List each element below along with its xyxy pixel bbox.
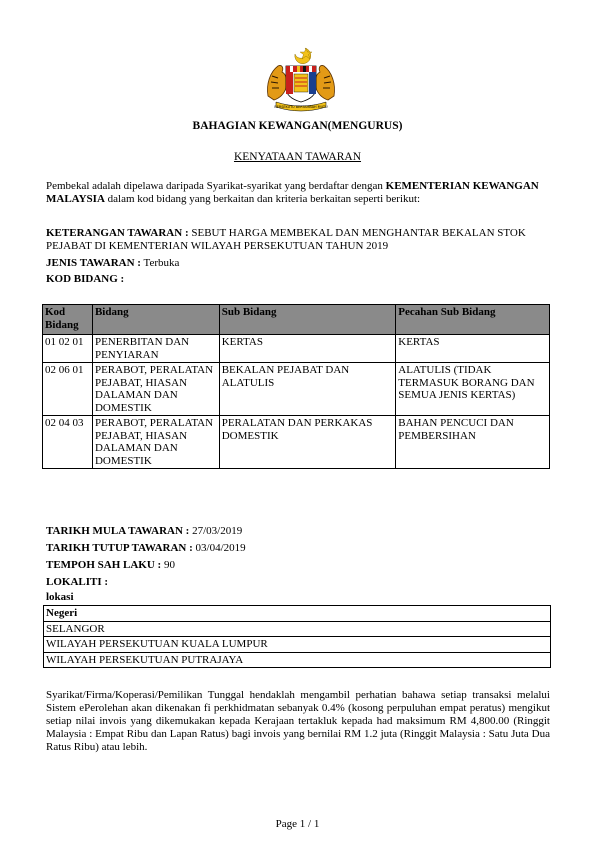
table-header-row	[44, 606, 551, 622]
column-header: Sub Bidang	[219, 305, 396, 335]
table-cell: ALATULIS (TIDAK TERMASUK BORANG DAN SEMUA JENIS KERTAS)	[396, 363, 550, 416]
bidang-table	[42, 304, 550, 469]
table-cell: 01 02 01	[43, 335, 93, 363]
table-row	[43, 363, 550, 416]
table-cell: KERTAS	[219, 335, 396, 363]
table-row	[43, 416, 550, 469]
close-date: TARIKH TUTUP TAWARAN : 03/04/2019	[46, 542, 246, 554]
table-row	[44, 637, 551, 653]
tender-type: JENIS TAWARAN : Terbuka	[46, 257, 180, 269]
lokasi-label: lokasi	[46, 591, 74, 603]
ministry-name: BAHAGIAN KEWANGAN(MENGURUS)	[192, 120, 403, 132]
page-number: Page 1 / 1	[275, 818, 320, 830]
table-cell: PENERBITAN DAN PENYIARAN	[92, 335, 219, 363]
crest-motto: BERSEKUTU BERTAMBAH MUTU	[274, 105, 328, 109]
column-header: Bidang	[92, 305, 219, 335]
table-cell: 02 04 03	[43, 416, 93, 469]
table-cell: BEKALAN PEJABAT DAN ALATULIS	[219, 363, 396, 416]
table-cell: 02 06 01	[43, 363, 93, 416]
table-row	[43, 335, 550, 363]
fee-notice: Syarikat/Firma/Koperasi/Pemilikan Tunggal hendaklah mengambil perhatian bahawa setiap transaksi melalui Sistem ePerolehan akan dikenakan fi perkhidmatan sebanyak 0.4% (kosong perpuluhan empat peratus) mengikut setiap nilai invois yang dikemukakan kepada Kerajaan tertakluk kepada had maksimum RM 4,800.00 (Ringgit Malaysia : Empat Ribu dan Lapan Ratus) bagi invois yang bernilai RM 1.2 juta (Ringgit Malaysia : Satu Juta Dua Ratus Ribu) atau lebih.	[46, 689, 550, 753]
ministry-highlight: KEMENTERIAN KEWANGAN MALAYSIA	[46, 180, 539, 205]
table-cell: SELANGOR	[44, 621, 551, 637]
table-header-row	[43, 305, 550, 335]
table-cell: WILAYAH PERSEKUTUAN PUTRAJAYA	[44, 652, 551, 668]
table-cell: BAHAN PENCUCI DAN PEMBERSIHAN	[396, 416, 550, 469]
locality-label: LOKALITI :	[46, 576, 109, 588]
table-cell: PERABOT, PERALATAN PEJABAT, HIASAN DALAMAN DAN DOMESTIK	[92, 416, 219, 469]
column-header: Pecahan Sub Bidang	[396, 305, 550, 335]
coat-of-arms-icon	[262, 44, 340, 114]
table-cell: KERTAS	[396, 335, 550, 363]
table-row	[44, 621, 551, 637]
tender-description: KETERANGAN TAWARAN : SEBUT HARGA MEMBEKAL DAN MENGHANTAR BEKALAN STOK PEJABAT DI KEMENTERIAN WILAYAH PERSEKUTUAN TAHUN 2019	[46, 227, 526, 252]
start-date: TARIKH MULA TAWARAN : 27/03/2019	[46, 525, 243, 537]
table-cell: PERABOT, PERALATAN PEJABAT, HIASAN DALAMAN DAN DOMESTIK	[92, 363, 219, 416]
table-cell: PERALATAN DAN PERKAKAS DOMESTIK	[219, 416, 396, 469]
table-row	[44, 652, 551, 668]
table-cell: WILAYAH PERSEKUTUAN KUALA LUMPUR	[44, 637, 551, 653]
page-title: KENYATAAN TAWARAN	[233, 151, 362, 163]
intro-paragraph: Pembekal adalah dipelawa daripada Syarikat-syarikat yang berdaftar dengan KEMENTERIAN KEWANGAN MALAYSIA dalam kod bidang yang berkaitan dan kriteria berkaitan seperti berikut:	[46, 180, 539, 205]
column-header: Kod Bidang	[43, 305, 93, 335]
kod-bidang-label: KOD BIDANG :	[46, 273, 125, 285]
validity-period: TEMPOH SAH LAKU : 90	[46, 559, 175, 571]
column-header: Negeri	[44, 606, 551, 622]
tender-dates	[46, 523, 246, 591]
location-table	[43, 605, 551, 668]
